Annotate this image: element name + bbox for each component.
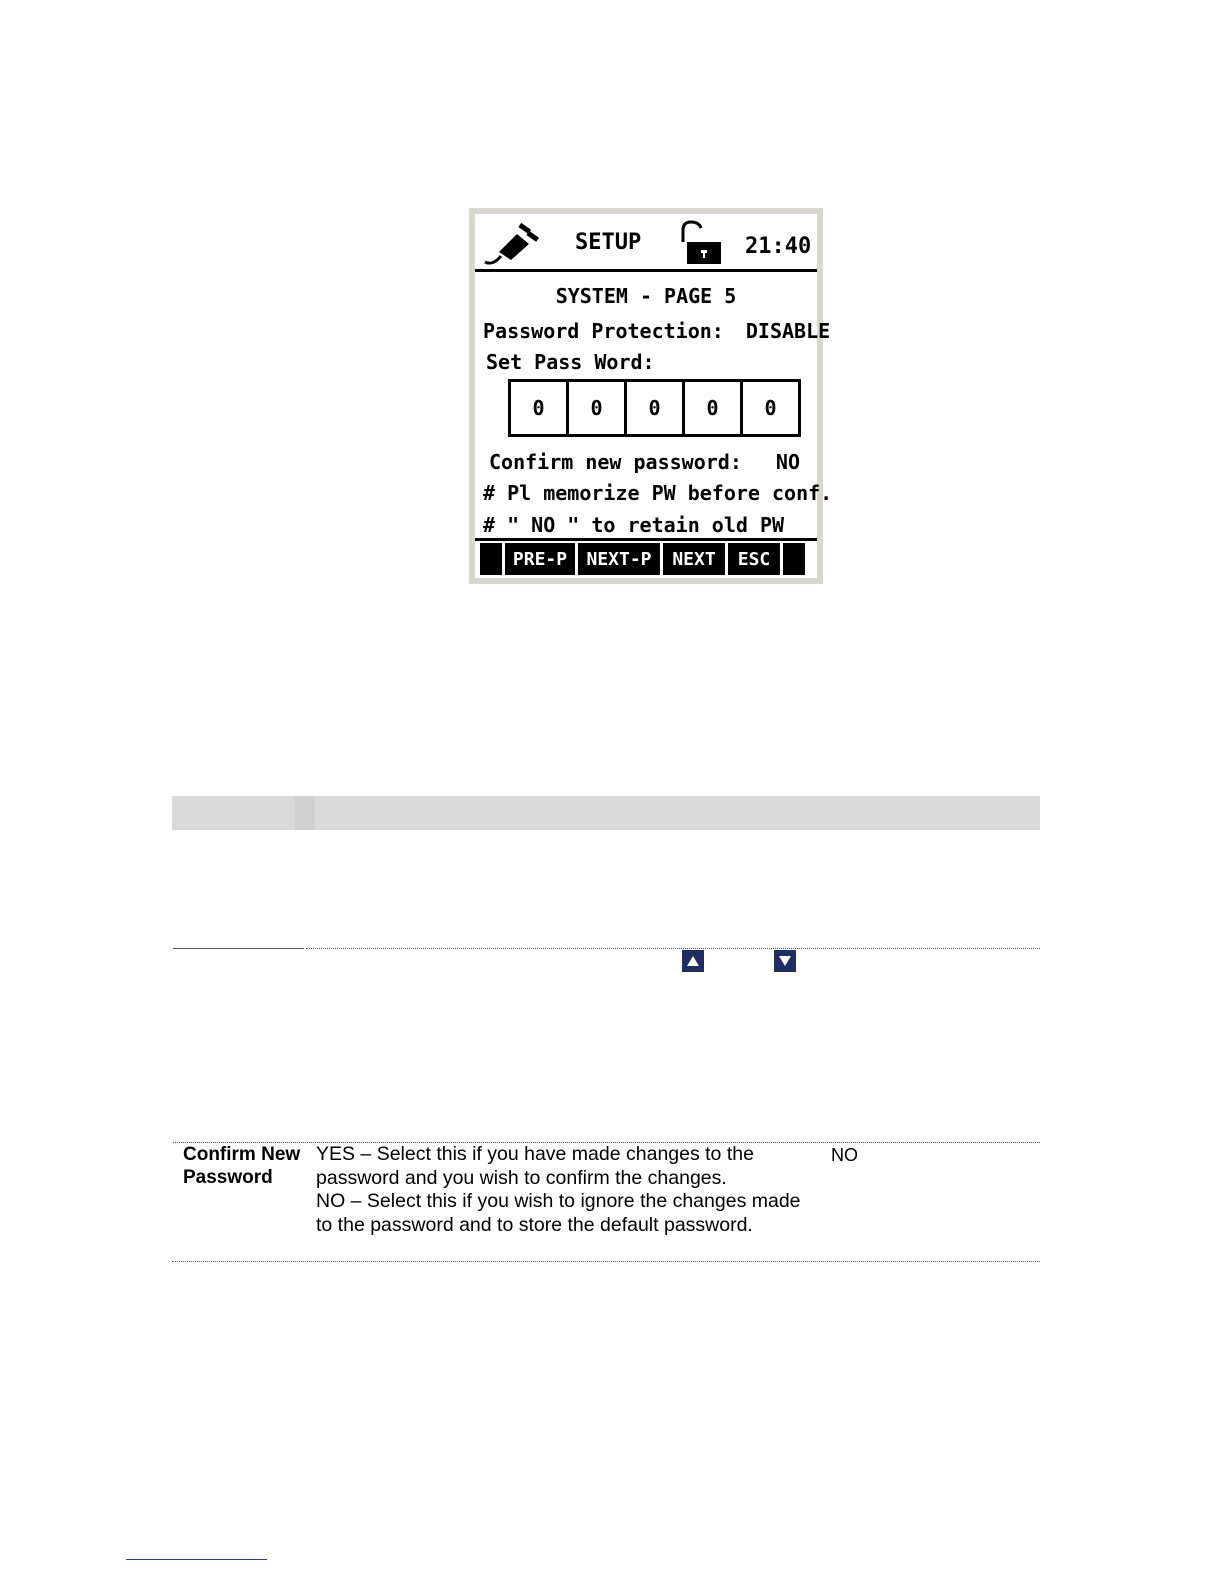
- set-password-label: Set Pass Word:: [486, 350, 655, 374]
- row-divider: [306, 948, 1040, 949]
- softkey-esc[interactable]: ESC: [728, 543, 780, 575]
- row-divider: [172, 1261, 1040, 1262]
- parameter-name: Confirm New Password: [183, 1144, 301, 1188]
- lcd-note-retain: # " NO " to retain old PW: [483, 513, 785, 537]
- description-no: NO – Select this if you wish to ignore the changes made to the password and to store the default password.: [316, 1190, 801, 1236]
- password-digit-boxes: [508, 379, 801, 437]
- confirm-password-row[interactable]: [489, 450, 800, 474]
- password-digit[interactable]: 0: [569, 382, 627, 434]
- table-header: [172, 796, 1040, 830]
- password-protection-value[interactable]: DISABLE: [745, 319, 831, 343]
- lcd-clock: 21:40: [745, 234, 812, 259]
- unlocked-padlock-icon: [675, 220, 723, 266]
- confirm-password-value[interactable]: NO: [775, 450, 801, 474]
- password-protection-label: Password Protection:: [483, 319, 724, 343]
- lcd-note-memorize: # Pl memorize PW before conf.: [483, 481, 833, 505]
- lcd-mode-title: SETUP: [575, 230, 642, 255]
- down-arrow-icon: [774, 950, 796, 972]
- password-protection-row[interactable]: [483, 319, 830, 343]
- password-digit[interactable]: 0: [685, 382, 743, 434]
- password-digit[interactable]: 0: [511, 382, 569, 434]
- plug-icon: [483, 222, 545, 266]
- softkey-next-p[interactable]: NEXT-P: [578, 543, 660, 575]
- lcd-screen: [475, 214, 833, 578]
- parameter-default: NO: [831, 1145, 858, 1165]
- softkey-pre-p[interactable]: PRE-P: [505, 543, 575, 575]
- softkey-blank: [783, 543, 805, 575]
- lcd-page-title: SYSTEM - PAGE 5: [555, 284, 737, 308]
- up-arrow-icon: [682, 950, 704, 972]
- confirm-password-label: Confirm new password:: [489, 450, 742, 474]
- password-digit[interactable]: 0: [627, 382, 685, 434]
- lcd-header: [475, 214, 817, 272]
- lcd-screenshot: [469, 208, 833, 584]
- parameter-description: [316, 1143, 806, 1237]
- password-digit[interactable]: 0: [764, 396, 777, 420]
- footer-link-rule: [126, 1559, 267, 1560]
- table-header-divider: [295, 796, 315, 830]
- row-divider: [173, 948, 304, 949]
- softkey-blank: [480, 543, 502, 575]
- description-yes: YES – Select this if you have made changes to the password and you wish to confirm the changes.: [316, 1143, 754, 1189]
- softkey-next[interactable]: NEXT: [663, 543, 725, 575]
- softkey-bar: [475, 538, 817, 578]
